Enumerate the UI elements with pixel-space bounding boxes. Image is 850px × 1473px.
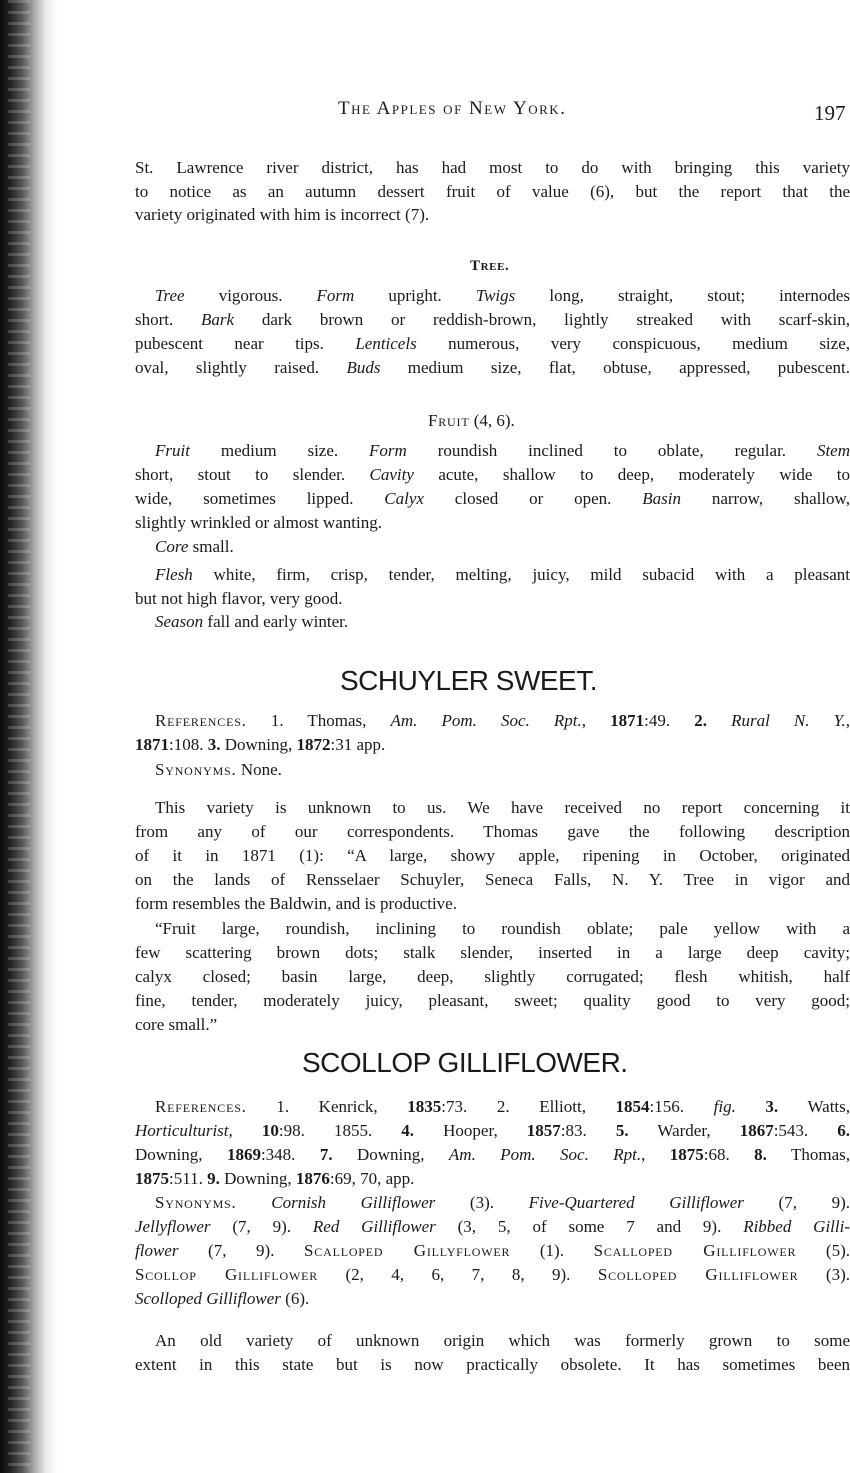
body-line: of it in 1871 (1): “A large, showy apple, ripening in October, originated xyxy=(135,846,850,865)
synonyms-line: Synonyms. None. xyxy=(155,760,282,779)
references-line: References. 1. Kenrick, 1835:73. 2. Elliott, 1854:156. fig. 3. Watts, xyxy=(155,1097,850,1116)
body-line: fine, tender, moderately juicy, pleasant, sweet; quality good to very good; xyxy=(135,991,850,1010)
intro-line: St. Lawrence river district, has had most to do with bringing this variety xyxy=(135,158,850,177)
fruit-line: wide, sometimes lipped. Calyx closed or open. Basin narrow, shallow, xyxy=(135,489,850,508)
intro-line: variety originated with him is incorrect (7). xyxy=(135,205,430,224)
body-line: few scattering brown dots; stalk slender, inserted in a large deep cavity; xyxy=(135,943,850,962)
fruit-line: Season fall and early winter. xyxy=(155,612,349,631)
body-line: form resembles the Baldwin, and is productive. xyxy=(135,894,457,913)
body-line: This variety is unknown to us. We have received no report concerning it xyxy=(155,798,850,817)
fruit-line: Core small. xyxy=(155,537,234,556)
synonyms-line: flower (7, 9). Scalloped Gillyflower (1). Scalloped Gilliflower (5). xyxy=(135,1241,850,1260)
body-line: An old variety of unknown origin which was formerly grown to some xyxy=(155,1331,850,1350)
body-line: calyx closed; basin large, deep, slightly corrugated; flesh whitish, half xyxy=(135,967,850,986)
synonyms-line: Jellyflower (7, 9). Red Gilliflower (3, 5, of some 7 and 9). Ribbed Gilli- xyxy=(135,1217,850,1236)
references-line: Downing, 1869:348. 7. Downing, Am. Pom. Soc. Rpt., 1875:68. 8. Thomas, xyxy=(135,1145,850,1164)
tree-line: oval, slightly raised. Buds medium size, flat, obtuse, appressed, pubescent. xyxy=(135,358,850,377)
fruit-heading: Fruit (4, 6). xyxy=(428,411,515,430)
synonyms-line: Synonyms. Cornish Gilliflower (3). Five-Quartered Gilliflower (7, 9). xyxy=(155,1193,850,1212)
running-header: The Apples of New York. xyxy=(338,98,567,119)
body-line: extent in this state but is now practically obsolete. It has sometimes been xyxy=(135,1355,850,1374)
page-number: 197 xyxy=(814,101,846,125)
references-line: 1875:511. 9. Downing, 1876:69, 70, app. xyxy=(135,1169,415,1188)
references-line: 1871:108. 3. Downing, 1872:31 app. xyxy=(135,735,386,754)
synonyms-line: Scollop Gilliflower (2, 4, 6, 7, 8, 9). Scolloped Gilliflower (3). xyxy=(135,1265,850,1284)
entry-title-schuyler-sweet: SCHUYLER SWEET. xyxy=(340,665,597,696)
references-line: Horticulturist, 10:98. 1855. 4. Hooper, 1857:83. 5. Warder, 1867:543. 6. xyxy=(135,1121,850,1140)
fruit-line: but not high flavor, very good. xyxy=(135,589,343,608)
body-line: from any of our correspondents. Thomas gave the following description xyxy=(135,822,850,841)
binding-shadow xyxy=(0,0,58,1473)
references-line: References. 1. Thomas, Am. Pom. Soc. Rpt., 1871:49. 2. Rural N. Y., xyxy=(155,711,850,730)
tree-heading: Tree. xyxy=(470,258,510,274)
body-line: “Fruit large, roundish, inclining to roundish oblate; pale yellow with a xyxy=(155,919,850,938)
synonyms-line: Scolloped Gilliflower (6). xyxy=(135,1289,310,1308)
fruit-line: slightly wrinkled or almost wanting. xyxy=(135,513,382,532)
fruit-line: Fruit medium size. Form roundish inclined to oblate, regular. Stem xyxy=(155,441,850,460)
entry-title-scollop-gilliflower: SCOLLOP GILLIFLOWER. xyxy=(302,1047,628,1078)
fruit-line: short, stout to slender. Cavity acute, shallow to deep, moderately wide to xyxy=(135,465,850,484)
tree-line: pubescent near tips. Lenticels numerous, very conspicuous, medium size, xyxy=(135,334,850,353)
tree-line: short. Bark dark brown or reddish-brown, lightly streaked with scarf-skin, xyxy=(135,310,850,329)
intro-line: to notice as an autumn dessert fruit of value (6), but the report that the xyxy=(135,182,850,201)
fruit-line: Flesh white, firm, crisp, tender, melting, juicy, mild subacid with a pleasant xyxy=(155,565,850,584)
body-line: on the lands of Rensselaer Schuyler, Seneca Falls, N. Y. Tree in vigor and xyxy=(135,870,850,889)
tree-line: Tree vigorous. Form upright. Twigs long, straight, stout; internodes xyxy=(155,286,850,305)
body-line: core small.” xyxy=(135,1015,218,1034)
